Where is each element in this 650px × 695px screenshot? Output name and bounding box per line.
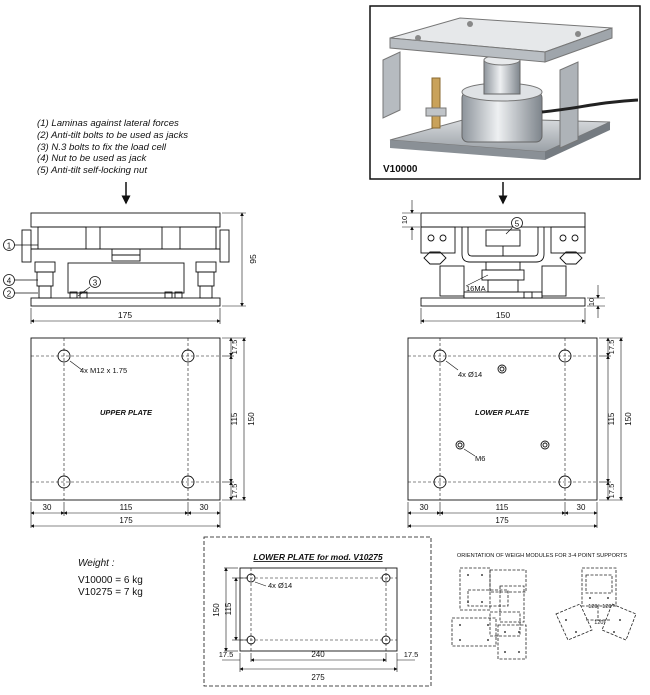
v10275-edge-right: 17.5 [403,650,419,659]
front-width-dim: 175 [117,310,133,320]
v10275-holes: 4x Ø14 [268,581,293,590]
v10275-edge-left: 17.5 [218,650,234,659]
marker-3: 3 [92,278,98,288]
v10275-h-spacing: 240 [311,650,325,659]
marker-4: 4 [6,276,12,286]
upper-plate-dims [31,338,246,528]
weight-v10000: V10000 = 6 kg [78,574,143,586]
lower-hole-spacing: 115 [495,503,509,512]
upper-v-top: 17.5 [230,339,239,355]
legend-item-3: (3) N.3 bolts to fix the load cell [37,141,167,153]
side-width-dim: 150 [495,310,511,320]
lower-holes-label: 4x Ø14 [458,370,483,379]
upper-hole-spacing: 115 [119,503,133,512]
v10275-height: 150 [212,603,221,617]
angle-3: 120° [594,620,606,626]
orientation-4point [452,568,526,659]
v10275-title: LOWER PLATE for mod. V10275 [253,552,383,562]
weight-block [78,558,143,600]
upper-plate-drawing [31,338,220,500]
product-photo [370,6,640,179]
upper-width: 175 [119,516,133,525]
upper-height: 150 [247,412,256,426]
upper-v-bottom: 17.5 [230,483,239,499]
v10275-v-spacing: 115 [224,602,233,616]
side-bottom-dim: 10 [587,297,596,307]
lower-v-top: 17.5 [607,339,616,355]
legend-item-1: (1) Laminas against lateral forces [37,118,179,129]
front-height-dim: 95 [248,254,258,264]
lower-v-bottom: 17.5 [607,483,616,499]
v10275-width: 275 [311,673,325,682]
lower-thread-label: M6 [475,454,486,463]
weight-title: Weight : [78,558,115,569]
lower-width: 175 [495,516,509,525]
lower-plate-drawing [408,338,597,500]
lower-edge-left: 30 [419,503,429,512]
orientation-title: ORIENTATION OF WEIGH MODULES FOR 3-4 POINT SUPPORTS [456,553,628,559]
lower-edge-right: 30 [576,503,586,512]
side-top-dim: 10 [400,215,409,225]
upper-v-spacing: 115 [230,412,239,426]
photo-label: V10000 [383,164,418,175]
legend-item-5: (5) Anti-tilt self-locking nut [37,165,148,177]
legend-item-2: (2) Anti-tilt bolts to be used as jacks [37,129,189,141]
marker-2: 2 [6,289,12,299]
upper-holes-label: 4x M12 x 1.75 [80,366,128,375]
v10275-plate [240,568,397,651]
legend [37,118,188,177]
lower-v-spacing: 115 [607,412,616,426]
marker-5: 5 [514,219,520,229]
lower-height: 150 [624,412,633,426]
weight-v10275: V10275 = 7 kg [78,587,143,598]
upper-edge-right: 30 [199,503,209,512]
angle-1: 120° [588,604,600,610]
lower-plate-label: LOWER PLATE [474,408,530,417]
front-view-dims [31,213,246,324]
upper-plate-label: UPPER PLATE [100,408,152,417]
upper-edge-left: 30 [42,503,52,512]
angle-2: 120° [602,604,614,610]
front-view [22,213,229,306]
legend-item-4: (4) Nut to be used as jack [37,153,147,165]
side-view-markers [466,218,523,294]
side-view [421,213,585,306]
marker-1: 1 [6,241,12,251]
side-thread-label: 16MA [466,284,486,293]
